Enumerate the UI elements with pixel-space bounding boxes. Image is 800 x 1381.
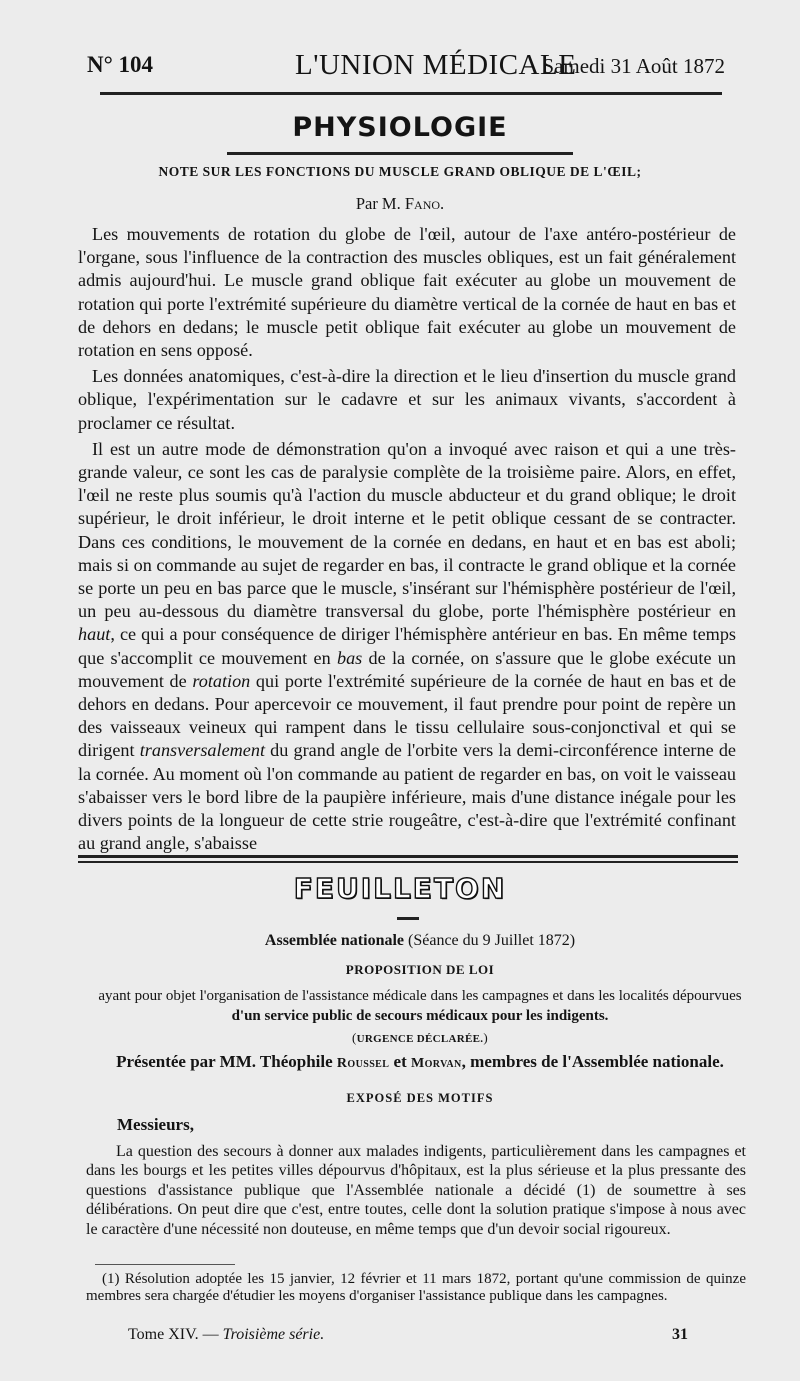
salutation: Messieurs,: [117, 1115, 194, 1134]
article-title: NOTE SUR LES FONCTIONS DU MUSCLE GRAND OBLIQUE DE L'ŒIL;: [158, 164, 642, 179]
text-run: de la cornée, on s'assure que le globe exécute un mouvement de: [78, 647, 736, 691]
page-footer: [128, 1326, 688, 1348]
series-label: Troisième série.: [222, 1326, 325, 1343]
presenters-line: [60, 1052, 780, 1072]
running-header: [87, 49, 737, 86]
byline-prefix: Par M.: [355, 194, 401, 213]
proposition-object: [60, 986, 780, 1026]
urgency-note: (URGENCE DÉCLARÉE.): [351, 1030, 488, 1045]
object-line-2: d'un service public de secours médicaux pour les indigents.: [231, 1008, 609, 1024]
italic-run: rotation: [192, 670, 251, 691]
text-run: qui porte l'extrémité supérieure de la cornée de haut en bas et de dehors en dedans. Pour apercevoir ce mouvement, il faut prendre pour point de repère un des vaisseaux veineux qui rampent dans le tissu cellulaire sous-conjonctival et qui se dirigent: [78, 670, 736, 761]
presented-middle: et: [393, 1052, 407, 1071]
feuilleton-body: [86, 1142, 746, 1239]
session-date: (Séance du 9 Juillet 1872): [408, 932, 576, 949]
text-run: du grand angle de l'orbite vers la demi-circonférence interne de la cornée. Au moment où l'on commande au patient de regarder en bas, on voit le vaisseau s'abaisser vers le bord libre de la paupière inférieure, mais d'une distance inégale pour les divers points de la longueur de cette strie rougeâtre, c'est-à-dire que l'extrémité confinant au grand angle, s'abaisse: [78, 740, 736, 854]
section-title-feuilleton: FEUILLETON: [293, 872, 507, 905]
byline: Par M. Fano.: [355, 194, 445, 213]
tome-label: Tome XIV. —: [128, 1326, 219, 1343]
feuilleton-separator: [78, 855, 738, 864]
object-line-1: ayant pour objet l'organisation de l'assistance médicale dans les campagnes et dans les localités dépourvues: [98, 988, 742, 1004]
footnote: [86, 1271, 746, 1304]
article-paragraph: [78, 223, 736, 362]
presenter-2: Morvan: [411, 1056, 462, 1071]
assembly-line: [60, 932, 780, 950]
italic-run: haut: [78, 624, 111, 645]
assembly-name: Assemblée nationale: [264, 932, 405, 949]
volume-info: [128, 1326, 324, 1344]
issue-date: Samedi 31 Août 1872: [542, 54, 725, 78]
journal-title: L'UNION MÉDICALE: [295, 49, 577, 81]
italic-run: transversalement: [139, 740, 266, 761]
expose-heading: EXPOSÉ DES MOTIFS: [346, 1091, 494, 1105]
presenter-1: Roussel: [336, 1056, 390, 1071]
footnote-text: (1) Résolution adoptée les 15 janvier, 12 février et 11 mars 1872, portant qu'une commission de quinze membres sera chargée d'étudier les moyens d'organiser l'assistance publique dans les campagnes.: [86, 1271, 746, 1304]
header-rule: [100, 92, 722, 95]
article-paragraph: [78, 365, 736, 435]
feuilleton-paragraph: La question des secours à donner aux malades indigents, particulièrement dans les campagnes et dans les bourgs et les petites villes dépourvus d'hôpitaux, est la plus sérieuse et la plus pressante des questions d'assistance publique que l'Assemblée nationale a décidé (1) de soumettre à ses délibérations. On peut dire que c'est, entre toutes, celle dont la solution pratique s'impose à nous avec le caractère d'une nécessité non douteuse, en même temps que d'un devoir social rigoureux.: [86, 1143, 746, 1238]
text-run: Les données anatomiques, c'est-à-dire la direction et le lieu d'insertion du muscle grand oblique, l'expérimentation sur le cadavre et sur les animaux vivants, s'accordent à proclamer ce résultat.: [78, 366, 736, 433]
footnote-rule: [95, 1264, 235, 1265]
section-rule: [227, 152, 573, 155]
text-run: , ce qui a pour conséquence de diriger l'hémisphère antérieur en bas. En même temps que s'accomplit ce mouvement en: [78, 624, 736, 668]
title-dash: [397, 917, 419, 920]
presented-prefix: Présentée par MM. Théophile: [116, 1052, 333, 1071]
presented-suffix: , membres de l'Assemblée nationale.: [461, 1052, 724, 1071]
page-number: 31: [672, 1326, 688, 1343]
issue-number: N° 104: [87, 52, 154, 77]
article-paragraph: [78, 438, 736, 856]
text-run: Il est un autre mode de démonstration qu'on a invoqué avec raison et qui a une très-grande valeur, ce sont les cas de paralysie complète de la troisième paire. Alors, en effet, l'œil ne reste plus soumis qu'à l'action du muscle abducteur et du grand oblique; le droit supérieur, le droit inférieur, le droit interne et le petit oblique cessant de se contracter. Dans ces conditions, le mouvement de la cornée en dedans, en haut et en bas est aboli; mais si on commande au sujet de regarder en bas, il contracte le grand oblique et la cornée se porte un peu en bas parce que le muscle, s'insérant sur l'hémisphère postérieur de l'œil, un peu au-dessous du diamètre transversal du globe, porte l'hémisphère postérieur en: [78, 438, 736, 622]
italic-run: bas: [336, 647, 363, 668]
article-body: [78, 223, 736, 855]
proposition-heading: PROPOSITION DE LOI: [345, 962, 495, 977]
section-title-physiologie: PHYSIOLOGIE: [292, 112, 508, 143]
author-name: Fano: [404, 194, 441, 213]
text-run: Les mouvements de rotation du globe de l'œil, autour de l'axe antéro-postérieur de l'organe, sous l'influence de la contraction des muscles obliques, est un fait généralement admis aujourd'hui. Le muscle grand oblique fait exécuter au globe un mouvement de rotation qui porte l'extrémité supérieure du diamètre vertical de la cornée de haut en bas et de dehors en dedans; le muscle petit oblique fait exécuter au globe un mouvement de rotation en sens opposé.: [78, 224, 736, 361]
urgency-text: URGENCE DÉCLARÉE.: [356, 1033, 484, 1045]
